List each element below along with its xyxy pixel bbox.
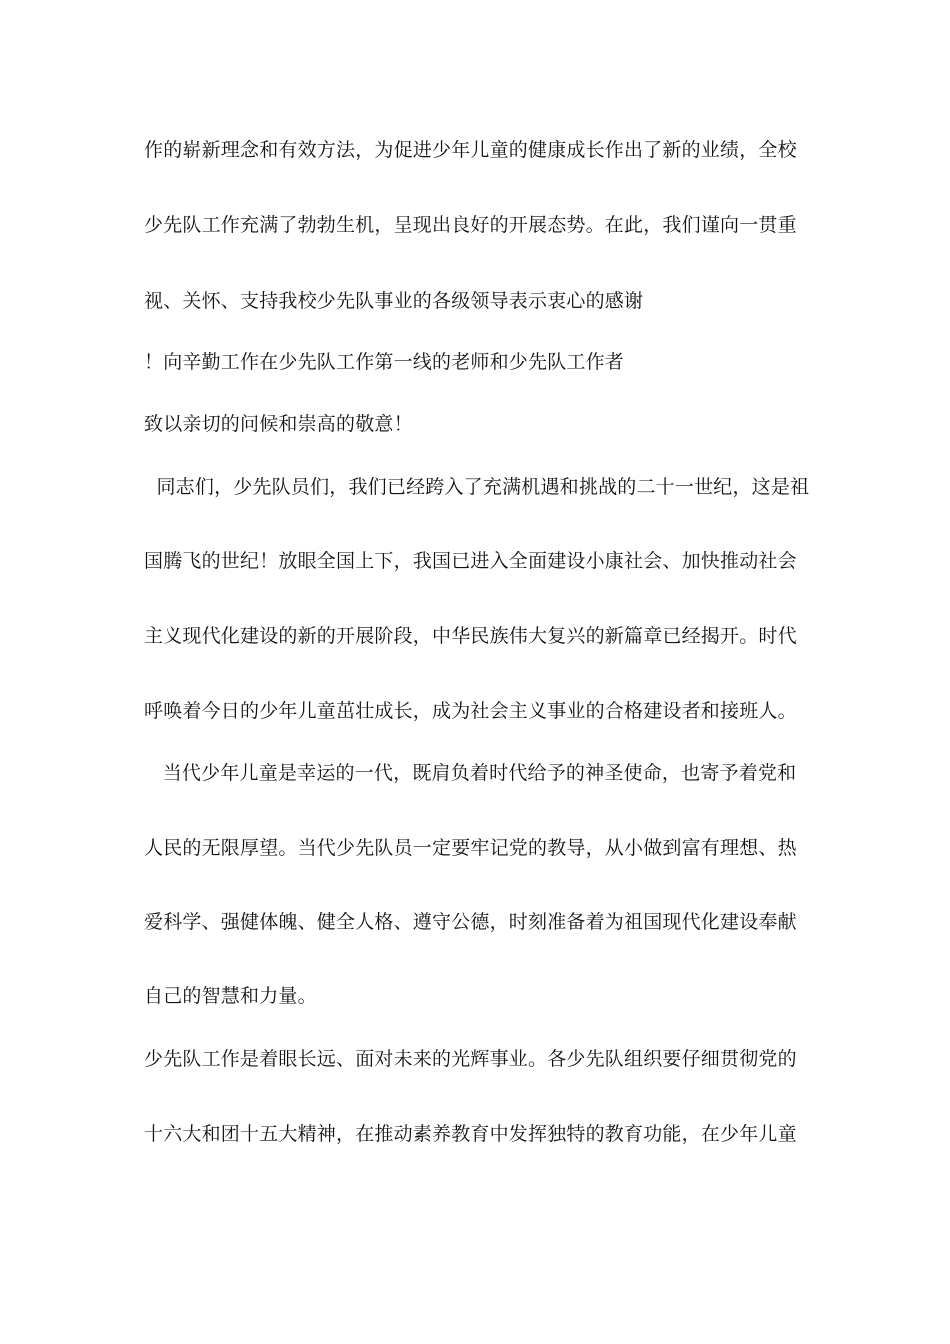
- text-line: 致以亲切的问候和崇高的敬意！: [144, 413, 413, 435]
- text-line: 少先队工作是着眼长远、面对未来的光辉事业。各少先队组织要仔细贯彻党的: [144, 1048, 797, 1070]
- text-line: 爱科学、强健体魄、健全人格、遵守公德，时刻准备着为祖国现代化建设奉献: [144, 911, 797, 933]
- text-line: ！向辛勤工作在少先队工作第一线的老师和少先队工作者: [144, 351, 625, 373]
- text-line: 国腾飞的世纪！放眼全国上下，我国已进入全面建设小康社会、加快推动社会: [144, 550, 797, 572]
- text-line: 主义现代化建设的新的开展阶段，中华民族伟大复兴的新篇章已经揭开。时代: [144, 625, 797, 647]
- text-line: 十六大和团十五大精神，在推动素养教育中发挥独特的教育功能，在少年儿童: [144, 1123, 797, 1145]
- text-line: 当代少年儿童是幸运的一代，既肩负着时代给予的神圣使命，也寄予着党和: [144, 762, 797, 784]
- text-line: 自己的智慧和力量。: [144, 985, 317, 1007]
- text-line: 同志们，少先队员们，我们已经跨入了充满机遇和挑战的二十一世纪，这是祖: [144, 476, 810, 498]
- text-line: 呼唤着今日的少年儿童茁壮成长，成为社会主义事业的合格建设者和接班人。: [144, 700, 797, 722]
- text-line: 视、关怀、支持我校少先队事业的各级领导表示衷心的感谢: [144, 290, 644, 312]
- text-line: 作的崭新理念和有效方法，为促进少年儿童的健康成长作出了新的业绩，全校: [144, 139, 797, 161]
- text-line: 少先队工作充满了勃勃生机，呈现出良好的开展态势。在此，我们谨向一贯重: [144, 214, 797, 236]
- text-line: 人民的无限厚望。当代少先队员一定要牢记党的教导，从小做到富有理想、热: [144, 837, 797, 859]
